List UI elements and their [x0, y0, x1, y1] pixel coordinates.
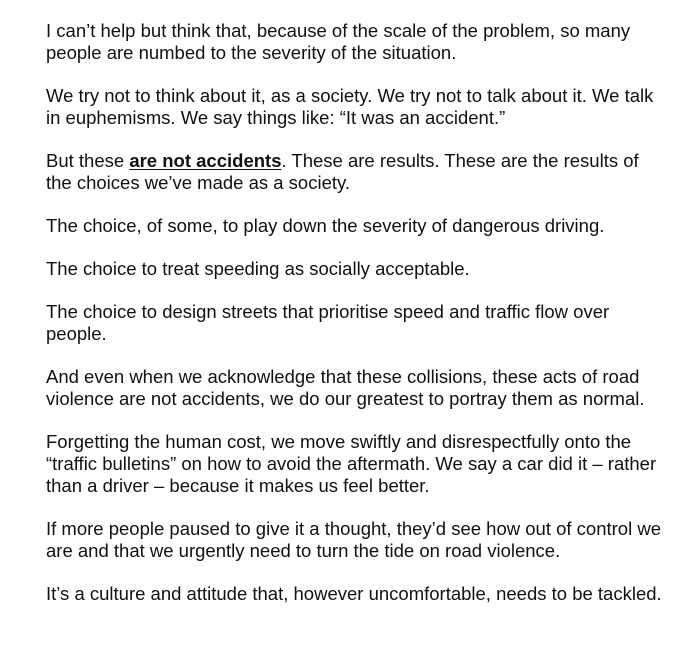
paragraph-choice-speeding: The choice to treat speeding as socially acceptable.: [46, 258, 470, 279]
paragraph-not-accidents: [46, 150, 662, 194]
text-before-emphasis: But these: [46, 150, 130, 171]
text-after-emphasis: . These are results. These are the results of the choices we’ve made as a society.: [46, 150, 639, 193]
paragraph-choice-dangerous-driving: The choice, of some, to play down the severity of dangerous driving.: [46, 215, 605, 236]
paragraph-human-cost: Forgetting the human cost, we move swiftly and disrespectfully onto the “traffic bulletins” on how to avoid the aftermath. We say a car did it – rather than a driver – because it makes us feel better.: [46, 431, 657, 496]
paragraph-euphemisms: We try not to think about it, as a society. We try not to talk about it. We talk in euphemisms. We say things like: “It was an accident.”: [46, 85, 654, 128]
paragraph-out-of-control: If more people paused to give it a thought, they’d see how out of control we are and that we urgently need to turn the tide on road violence.: [46, 518, 661, 561]
paragraph-numbed: I can’t help but think that, because of the scale of the problem, so many people are numbed to the severity of the situation.: [46, 20, 631, 63]
paragraph-choice-streets: The choice to design streets that prioritise speed and traffic flow over people.: [46, 301, 610, 344]
paragraph-culture-attitude: It’s a culture and attitude that, however uncomfortable, needs to be tackled.: [46, 583, 662, 604]
emphasis-not-accidents: are not accidents: [129, 150, 282, 171]
paragraph-portray-normal: And even when we acknowledge that these collisions, these acts of road violence are not accidents, we do our greatest to portray them as normal.: [46, 366, 645, 409]
document-body: [46, 20, 662, 626]
